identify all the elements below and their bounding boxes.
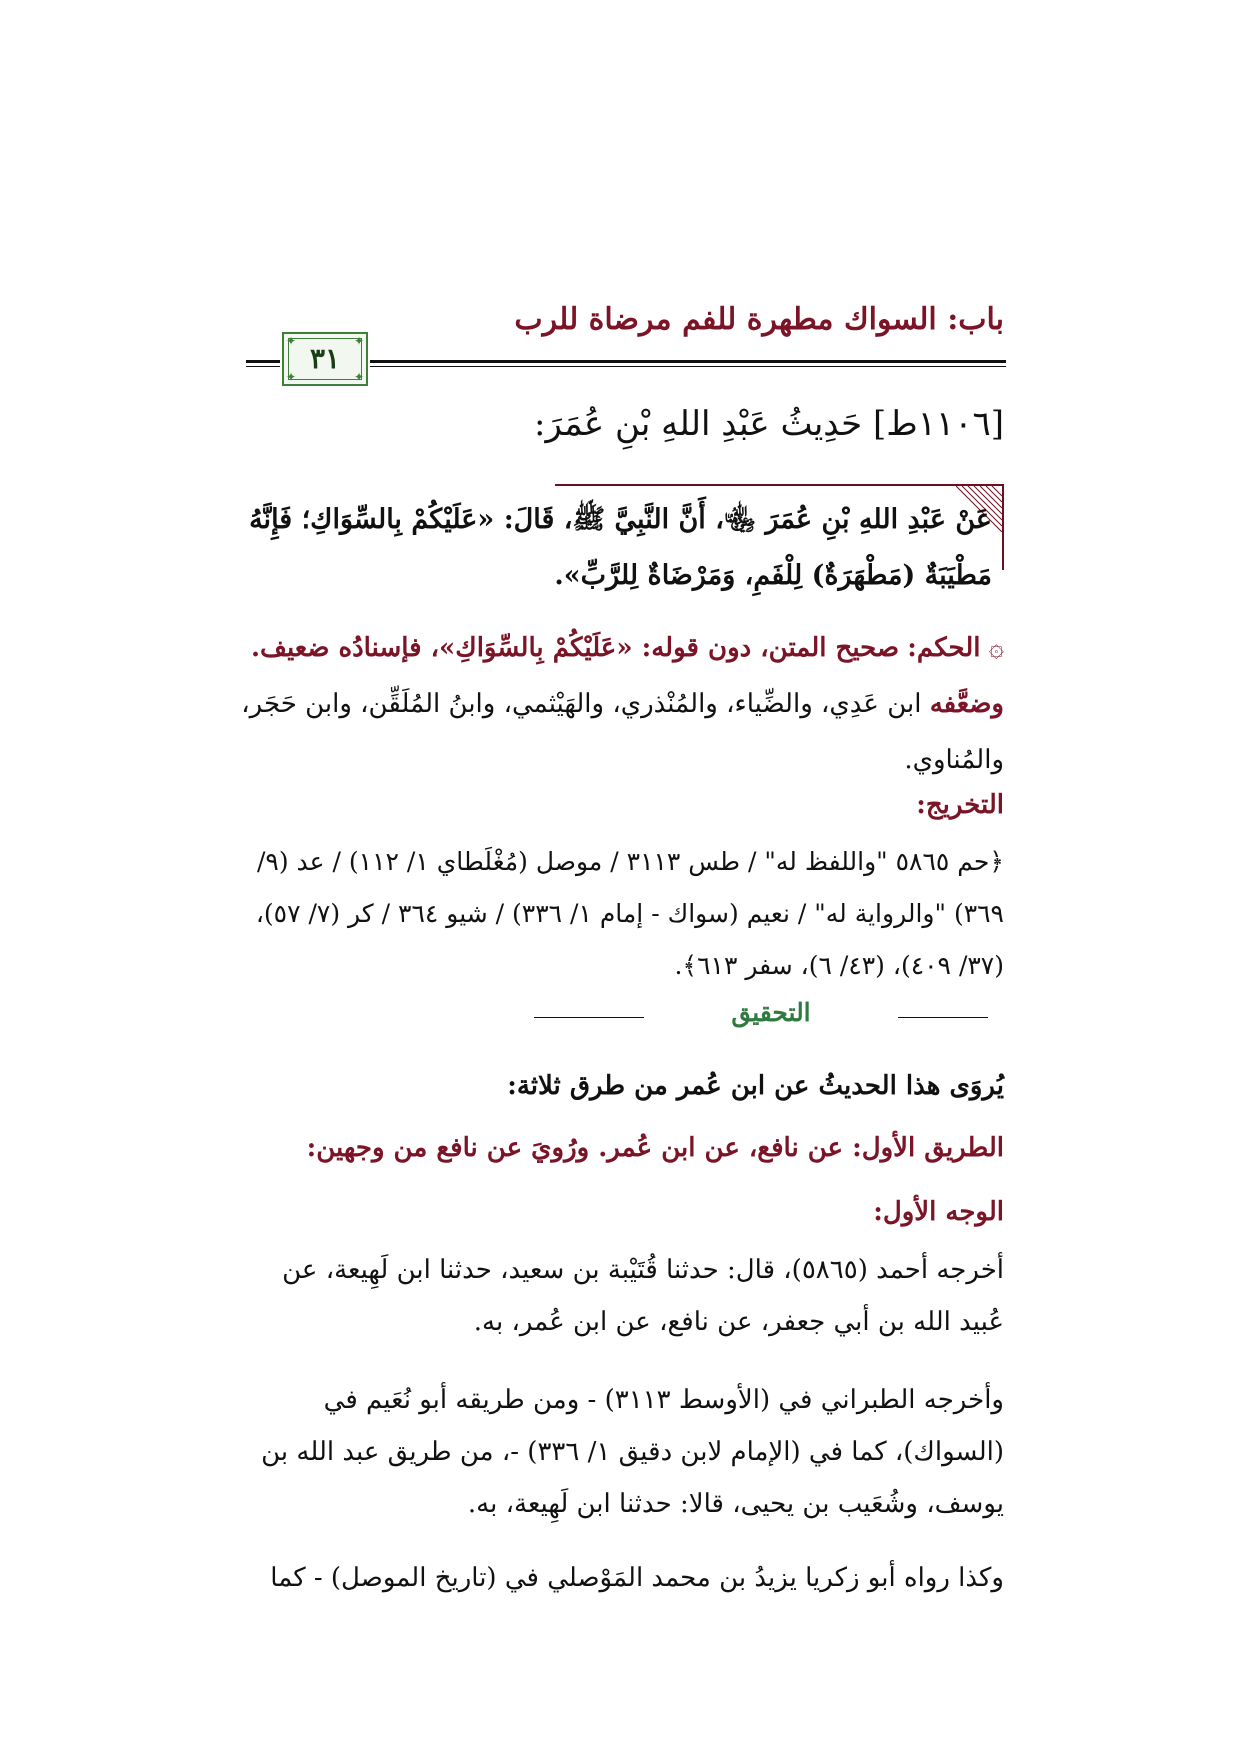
ruling-text: ابن عَدِي، والضِّياء، والمُنْذري، والهَيْثمي، وابنُ المُلَقِّن، وابن حَجَر، والمُناوي. [241,689,1004,775]
ornament-corner-icon: ✦ [286,370,297,384]
ornament-corner-icon: ✦ [286,334,297,348]
header-rule-right-thin [370,366,1006,367]
ruling-label: الحكم: [907,633,981,663]
ruling-text-bold: صحيح المتن، دون قوله: «عَلَيْكُمْ بِالسِّوَاكِ»، فإسنادُه ضعيف. وضعَّفه [251,633,1004,719]
paragraph: وأخرجه الطبراني في (الأوسط ٣١١٣) - ومن طريقه أبو نُعَيم في (السواك)، كما في (الإمام لابن دقيق ١/ ٣٣٦) -، من طريق عبد الله بن يوسف، وشُعَيب بن يحيى، قالا: حدثنا ابن لَهِيعة، به. [261,1385,1004,1519]
header-rule-left-thin [246,366,280,367]
hadith-box-side-border [1002,530,1004,570]
hadith-heading: [١١٠٦ط] حَدِيثُ عَبْدِ اللهِ بْنِ عُمَرَ: [534,404,1004,444]
takhrij-text: ﴿حم ٥٨٦٥ "واللفظ له" / طس ٣١١٣ / موصل (مُغْلَطاي ١/ ١١٢) / عد (٩/ ٣٦٩) "والرواية له" / نعيم (سواك - إمام ١/ ٣٣٦) / شيو ٣٦٤ / كر (٧/ ٥٧)، (٣٧/ ٤٠٩)، (٤٣/ ٦)، سفر ٦١٣﴾. [255,847,1004,980]
paragraph-first-face: الوجه الأول: [873,1197,1004,1227]
paragraph: أخرجه أحمد (٥٨٦٥)، قال: حدثنا قُتَيْبة بن سعيد، حدثنا ابن لَهِيعة، عن عُبيد الله بن أبي جعفر، عن نافع، عن ابن عُمر، به. [282,1255,1004,1337]
page-number-badge [282,332,368,386]
paragraph-first-path: الطريق الأول: عن نافع، عن ابن عُمر. ورُويَ عن نافع من وجهين: [306,1133,1004,1163]
ornament-corner-icon: ✦ [354,334,365,348]
paragraph: وكذا رواه أبو زكريا يزيدُ بن محمد المَوْصلي في (تاريخ الموصل) - كما [270,1563,1004,1593]
tahqiq-section-title: التحقيق [731,998,811,1027]
hadith-text: عَنْ عَبْدِ اللهِ بْنِ عُمَرَ ﵄، أَنَّ النَّبِيَّ ﷺ، قَالَ: «عَلَيْكُمْ بِالسِّوَاكِ؛ فَإِنَّهُ مَطْيَبَةٌ (مَطْهَرَةٌ) لِلْفَمِ، وَمَرْضَاةٌ لِلرَّبِّ». [249,504,992,591]
header-rule-right [370,360,1006,363]
takhrij-label: التخريج: [916,790,1004,820]
paragraph-intro: يُروَى هذا الحديثُ عن ابن عُمر من طرق ثلاثة: [507,1071,1004,1101]
divider-line-left [534,1017,644,1018]
chapter-title: باب: السواك مطهرة للفم مرضاة للرب [514,302,1004,337]
hadith-box-top-border [555,484,960,486]
page-number: ٣١ [309,342,341,375]
ornament-corner-icon: ✦ [354,370,365,384]
divider-line-right [898,1017,988,1018]
header-rule-left [246,360,280,363]
ruling-block [236,620,1004,788]
flower-ornament-icon: ۞ [988,633,1004,663]
